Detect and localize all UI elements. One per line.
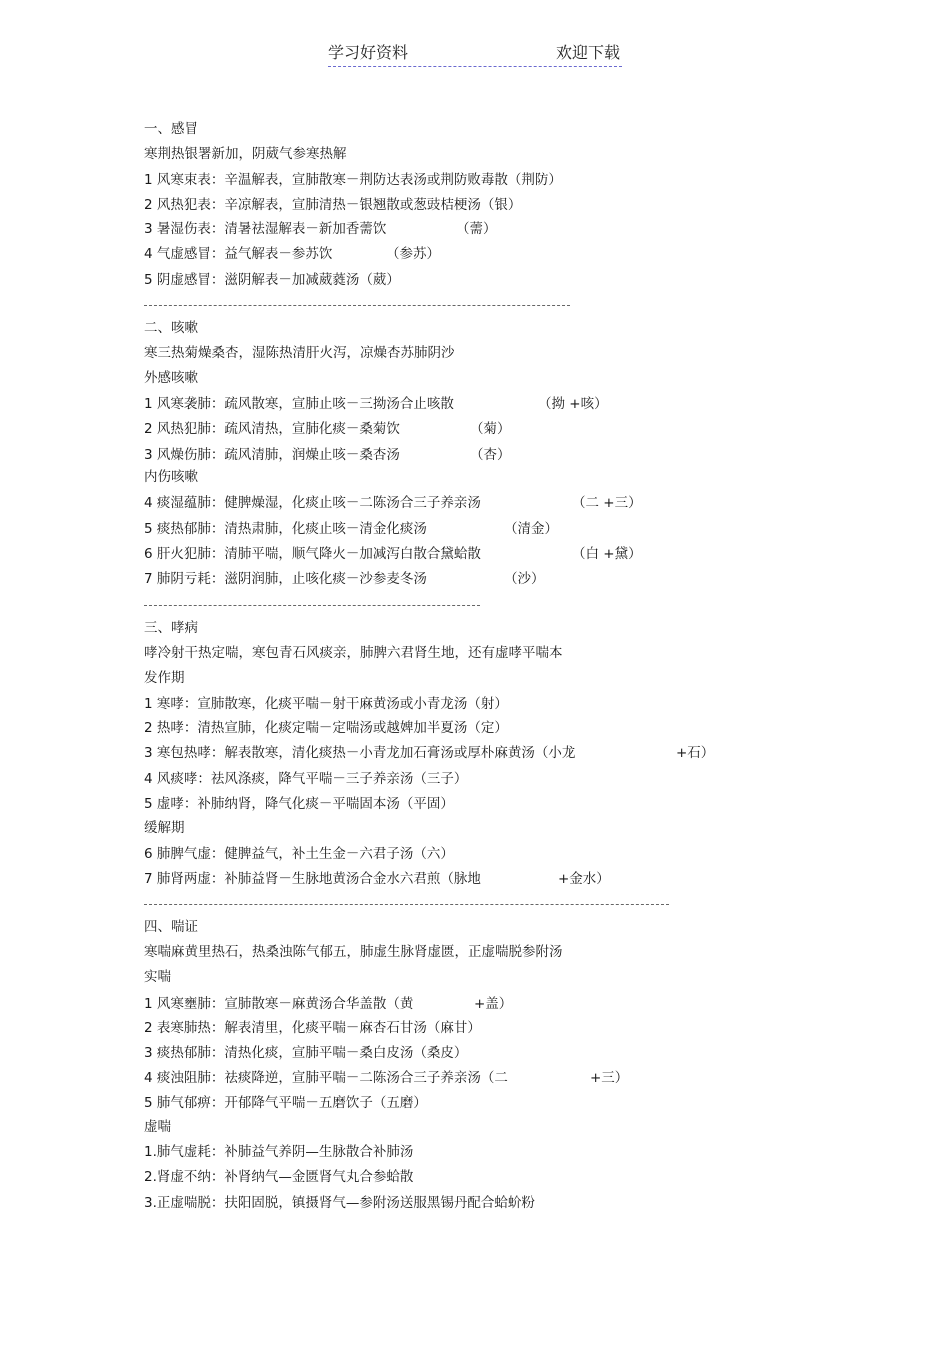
text-line: 3 寒包热哮：解表散寒，清化痰热－小青龙加石膏汤或厚朴麻黄汤（小龙 xyxy=(144,745,576,761)
annotation: +三） xyxy=(590,1070,629,1086)
text-line: 3 风燥伤肺：疏风清肺，润燥止咳－桑杏汤 xyxy=(144,447,400,463)
text-line: 7 肺肾两虚：补肺益肾－生脉地黄汤合金水六君煎（脉地 xyxy=(144,871,481,887)
text-line: 2 风热犯肺：疏风清热，宣肺化痰－桑菊饮 xyxy=(144,421,400,437)
text-line: 1.肺气虚耗：补肺益气养阴—生脉散合补肺汤 xyxy=(144,1144,414,1160)
text-line: 1 风寒袭肺：疏风散寒，宣肺止咳－三拗汤合止咳散 xyxy=(144,396,454,412)
text-line: 2 风热犯表：辛凉解表，宣肺清热－银翘散或葱豉桔梗汤（银） xyxy=(144,197,522,213)
text-line: 3 痰热郁肺：清热化痰，宣肺平喘－桑白皮汤（桑皮） xyxy=(144,1045,468,1061)
text-line: 4 风痰哮：祛风涤痰，降气平喘－三子养亲汤（三子） xyxy=(144,771,468,787)
text-line: 4 气虚感冒：益气解表－参苏饮 xyxy=(144,246,333,262)
text-line: 4 痰浊阻肺：祛痰降逆，宣肺平喘－二陈汤合三子养亲汤（二 xyxy=(144,1070,508,1086)
text-line: 2 热哮：清热宣肺，化痰定喘－定喘汤或越婢加半夏汤（定） xyxy=(144,720,508,736)
annotation: （拗 +咳） xyxy=(538,396,608,412)
text-line: 2.肾虚不纳：补肾纳气—金匮肾气丸合参蛤散 xyxy=(144,1169,414,1185)
subsection-title: 虚喘 xyxy=(144,1119,171,1135)
subsection-title: 外感咳嗽 xyxy=(144,370,198,386)
text-line: 3 暑湿伤表：清暑祛湿解表－新加香薷饮 xyxy=(144,221,387,237)
section-title-chuanzheng: 四、喘证 xyxy=(144,919,198,935)
text-line: 4 痰湿蕴肺：健脾燥湿，化痰止咳－二陈汤合三子养亲汤 xyxy=(144,495,481,511)
annotation: +盖） xyxy=(474,996,513,1012)
text-line: 6 肝火犯肺：清肺平喘，顺气降火－加减泻白散合黛蛤散 xyxy=(144,546,481,562)
mnemonic-line: 哮冷射干热定喘，寒包青石风痰亲，肺脾六君肾生地，还有虚哮平喘本 xyxy=(144,645,563,661)
annotation: （参苏） xyxy=(386,246,440,262)
text-line: 6 肺脾气虚：健脾益气，补土生金－六君子汤（六） xyxy=(144,846,454,862)
subsection-title: 缓解期 xyxy=(144,820,185,836)
section-divider xyxy=(144,605,480,606)
annotation: （杏） xyxy=(470,447,511,463)
page-header xyxy=(328,42,622,67)
text-line: 1 寒哮：宣肺散寒，化痰平喘－射干麻黄汤或小青龙汤（射） xyxy=(144,696,508,712)
text-line: 3.正虚喘脱：扶阳固脱，镇摄肾气—参附汤送服黑锡丹配合蛤蚧粉 xyxy=(144,1195,535,1211)
annotation: （白 +黛） xyxy=(572,546,642,562)
subsection-title: 发作期 xyxy=(144,670,185,686)
annotation: （清金） xyxy=(504,521,558,537)
text-line: 1 风寒束表：辛温解表，宣肺散寒－荆防达表汤或荆防败毒散（荆防） xyxy=(144,172,562,188)
annotation: +金水） xyxy=(558,871,610,887)
mnemonic-line: 寒三热菊燥桑杏，湿陈热清肝火泻，凉燥杏苏肺阴沙 xyxy=(144,345,455,361)
text-line: 2 表寒肺热：解表清里，化痰平喘－麻杏石甘汤（麻甘） xyxy=(144,1020,481,1036)
header-left-text: 学习好资料 xyxy=(328,43,409,62)
subsection-title: 内伤咳嗽 xyxy=(144,469,198,485)
annotation: （菊） xyxy=(470,421,511,437)
text-line: 5 肺气郁痹：开郁降气平喘－五磨饮子（五磨） xyxy=(144,1095,427,1111)
section-title-ganmao: 一、感冒 xyxy=(144,121,198,137)
text-line: 7 肺阴亏耗：滋阴润肺，止咳化痰－沙参麦冬汤 xyxy=(144,571,427,587)
section-title-xiaobing: 三、哮病 xyxy=(144,620,198,636)
text-line: 5 阴虚感冒：滋阴解表－加减葳蕤汤（葳） xyxy=(144,272,400,288)
section-divider xyxy=(144,305,570,306)
section-title-kesou: 二、咳嗽 xyxy=(144,320,198,336)
text-line: 5 虚哮：补肺纳肾，降气化痰－平喘固本汤（平固） xyxy=(144,796,454,812)
mnemonic-line: 寒荆热银署新加，阴葳气参寒热解 xyxy=(144,146,347,162)
annotation: （沙） xyxy=(504,571,545,587)
text-line: 1 风寒壅肺：宣肺散寒－麻黄汤合华盖散（黄 xyxy=(144,996,414,1012)
annotation: （薷） xyxy=(456,221,497,237)
header-right-text: 欢迎下载 xyxy=(555,43,620,62)
subsection-title: 实喘 xyxy=(144,969,171,985)
text-line: 5 痰热郁肺：清热肃肺，化痰止咳－清金化痰汤 xyxy=(144,521,427,537)
annotation: （二 +三） xyxy=(572,495,642,511)
annotation: +石） xyxy=(676,745,715,761)
mnemonic-line: 寒喘麻黄里热石，热桑浊陈气郁五，肺虚生脉肾虚匮，正虚喘脱参附汤 xyxy=(144,944,563,960)
section-divider xyxy=(144,904,669,905)
